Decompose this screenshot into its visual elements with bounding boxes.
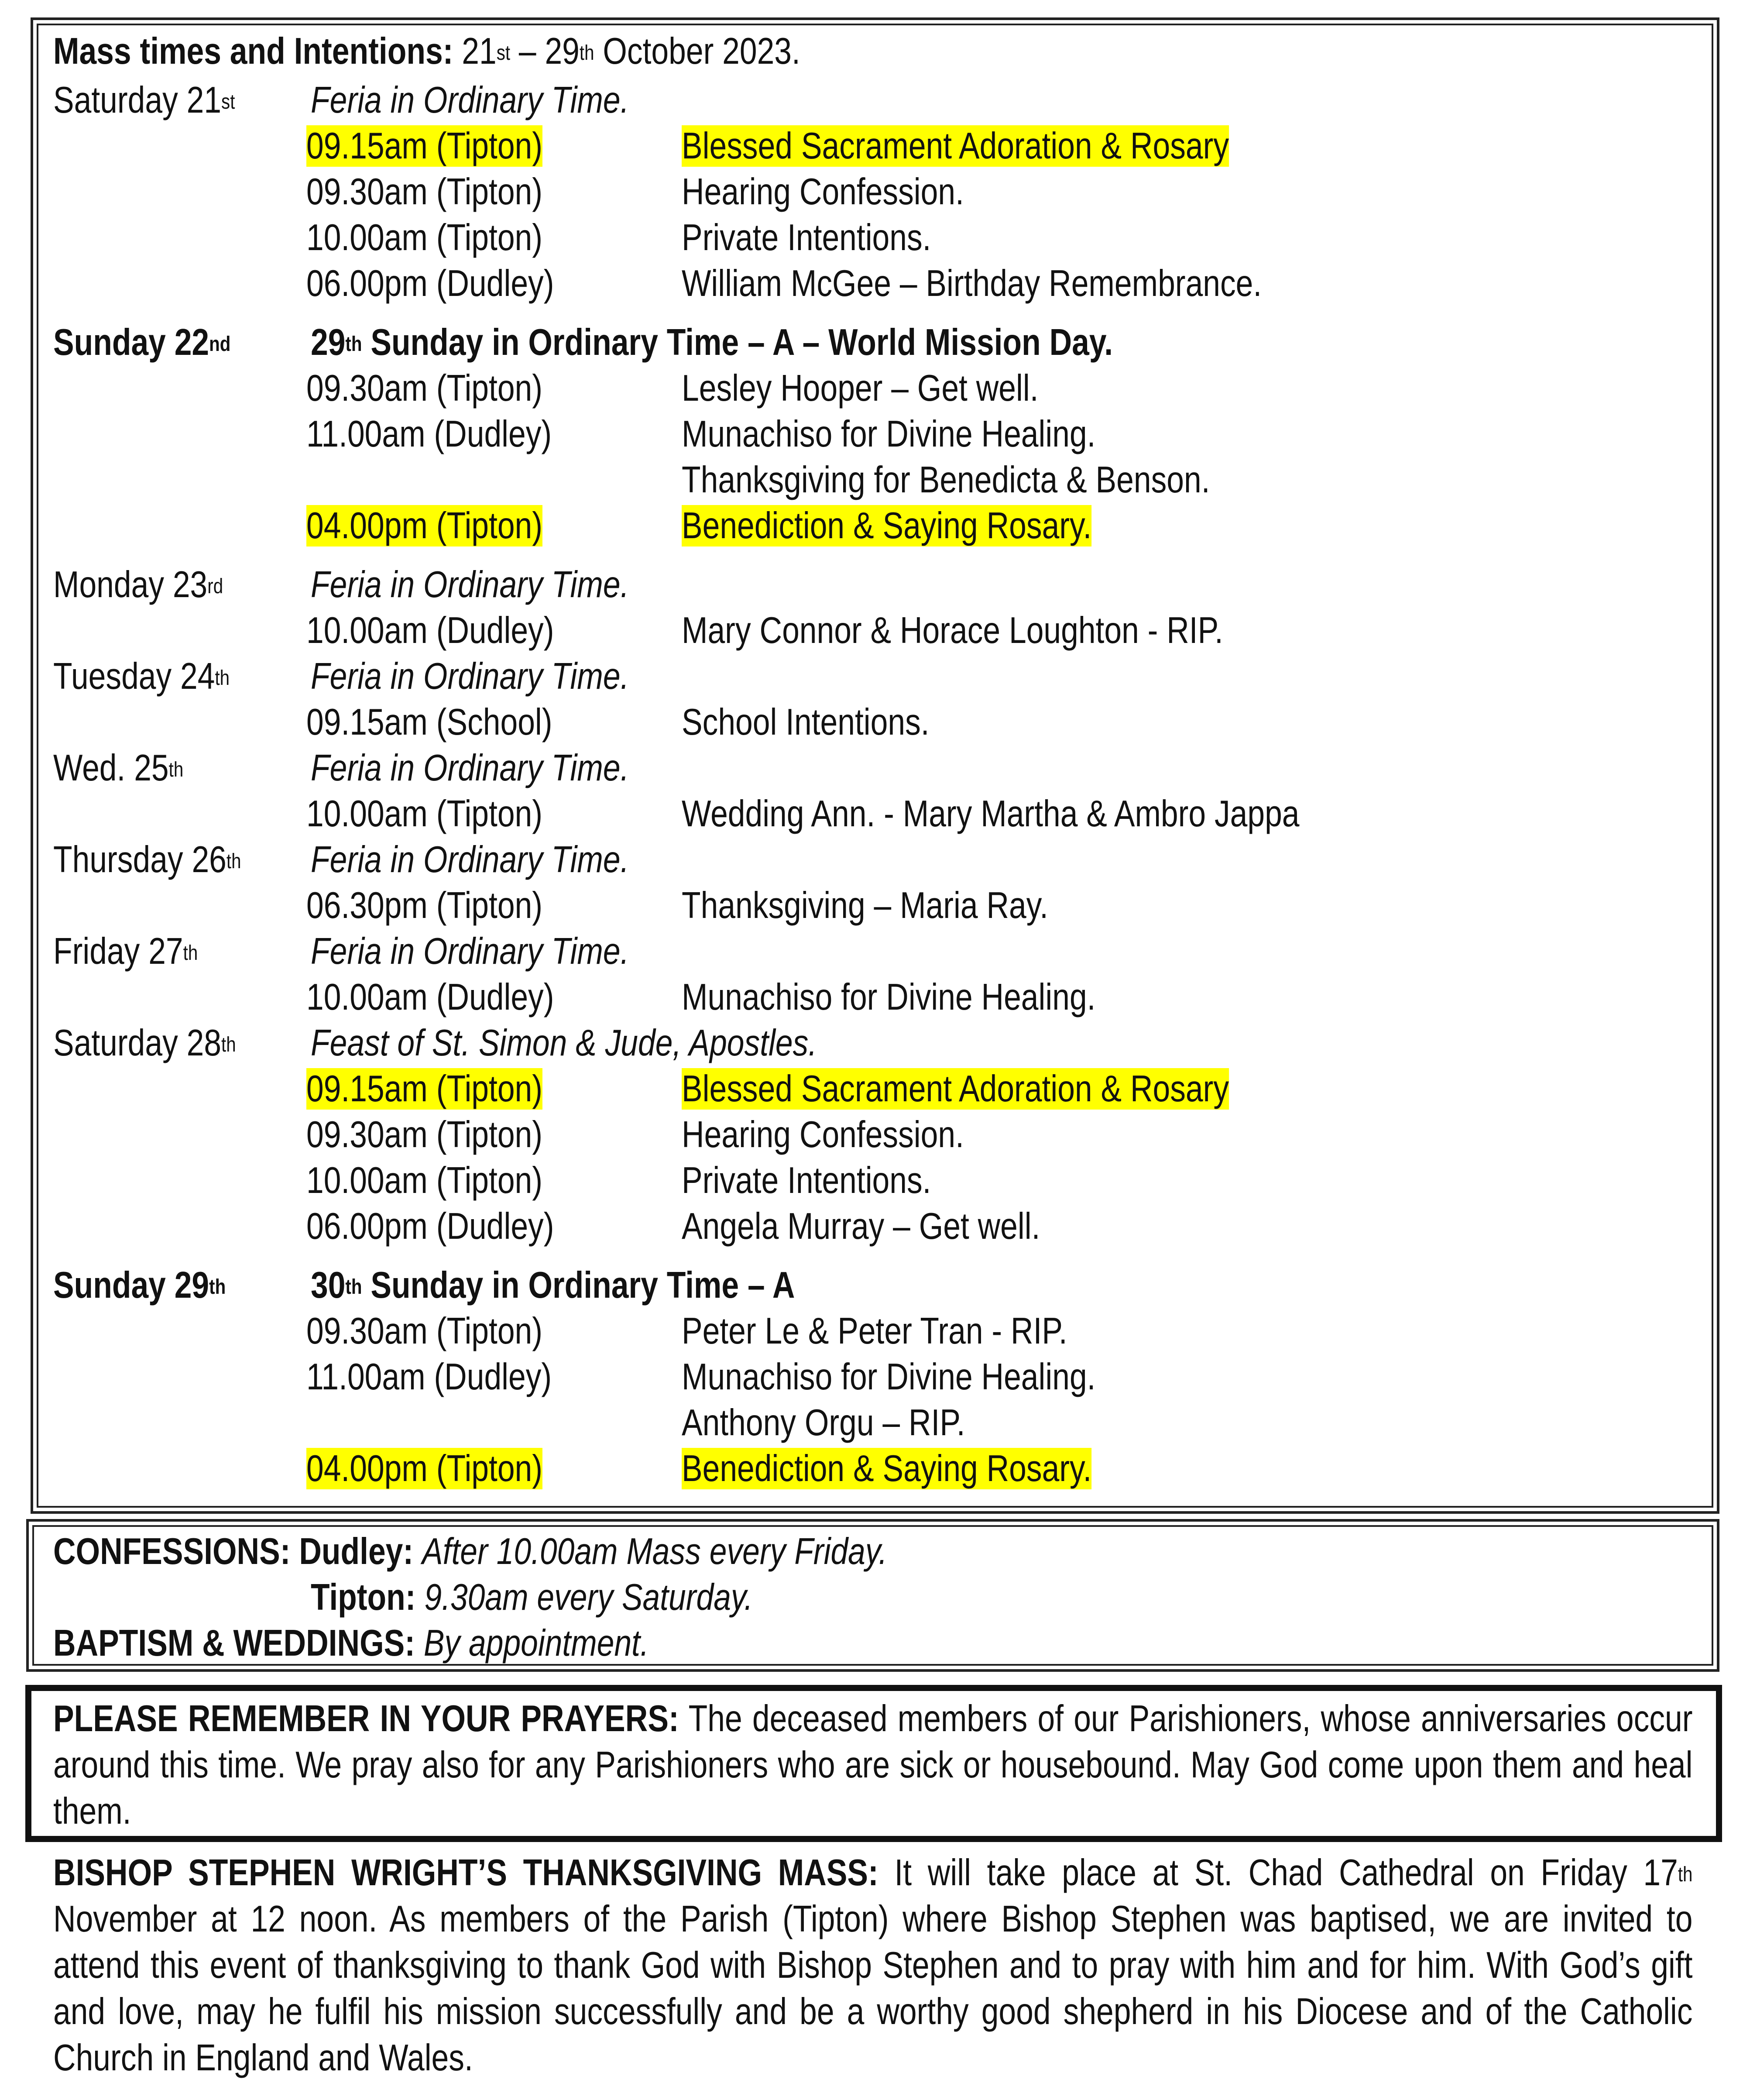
baptism-text: By appointment.	[423, 1622, 649, 1664]
mass-intention	[682, 367, 1039, 410]
mass-time-text: 09.30am (Tipton)	[306, 1114, 543, 1155]
feast-number-suffix: th	[345, 1275, 362, 1299]
mass-time	[306, 1067, 542, 1111]
prayers-label: PLEASE REMEMBER IN YOUR PRAYERS:	[53, 1698, 679, 1739]
mass-intention	[682, 170, 964, 214]
mass-time-text: 09.15am (School)	[306, 701, 552, 743]
mass-intention	[682, 1447, 1091, 1491]
mass-time-text: 09.15am (Tipton)	[306, 1068, 543, 1110]
mass-time	[306, 1447, 542, 1491]
feast-label	[311, 1264, 795, 1307]
feast-label	[311, 838, 629, 882]
mass-intention	[682, 1067, 1229, 1111]
day-name: Tuesday 24	[53, 656, 215, 697]
day-label	[53, 655, 230, 698]
day-name: Monday 23	[53, 564, 208, 605]
mass-intention	[682, 504, 1091, 548]
day-label	[53, 746, 183, 790]
day-name: Sunday 22	[53, 322, 209, 363]
mass-intention-text: William McGee – Birthday Remembrance.	[682, 263, 1262, 304]
mass-time	[306, 170, 542, 214]
mass-intention	[682, 701, 930, 744]
mass-time-text: 06.30pm (Tipton)	[306, 885, 543, 926]
bishop-text-sup: th	[1678, 1863, 1693, 1886]
bishop-paragraph	[53, 1850, 1692, 2081]
mass-time	[306, 504, 542, 548]
mass-time	[306, 701, 552, 744]
mass-intention	[682, 1355, 1095, 1399]
mass-title-sup-end: th	[579, 41, 594, 65]
mass-time-text: 06.00pm (Dudley)	[306, 263, 554, 304]
day-suffix: th	[221, 1033, 236, 1056]
mass-intention-text: Munachiso for Divine Healing.	[682, 976, 1096, 1018]
feast-text: Feria in Ordinary Time.	[311, 747, 629, 789]
mass-time	[306, 1309, 542, 1353]
bishop-text-rest: November at 12 noon. As members of the Parish (Tipton) where Bishop Stephen was baptised, we are invited to attend this event of thanksgiving to thank God with Bishop Stephen and to pray with him and for him. With God’s gift and love, may he fulfil his mission successfully and be a worthy good shepherd in his Diocese and of the Catholic Church in England and Wales.	[53, 1898, 1693, 2079]
day-suffix: th	[209, 1275, 226, 1299]
feast-text: Feria in Ordinary Time.	[311, 931, 629, 972]
day-label	[53, 79, 235, 122]
mass-time	[306, 884, 542, 928]
prayers-paragraph	[53, 1696, 1692, 1835]
mass-intention	[682, 1401, 965, 1445]
day-name: Sunday 29	[53, 1265, 209, 1306]
day-label	[53, 1264, 226, 1307]
mass-intention-text: Blessed Sacrament Adoration & Rosary	[682, 1068, 1229, 1110]
mass-intention-text: Lesley Hooper – Get well.	[682, 368, 1039, 409]
confessions-dudley-text: After 10.00am Mass every Friday.	[422, 1531, 888, 1572]
mass-time	[306, 1113, 542, 1157]
feast-text: Feast of St. Simon & Jude, Apostles.	[311, 1022, 817, 1064]
mass-intention-text: Private Intentions.	[682, 1160, 931, 1201]
feast-label	[311, 930, 629, 973]
mass-times-title	[53, 30, 800, 73]
confessions-tipton-line	[311, 1576, 753, 1619]
day-label	[53, 321, 230, 364]
mass-time	[306, 792, 542, 836]
mass-time	[306, 262, 554, 306]
mass-time-text: 09.30am (Tipton)	[306, 368, 543, 409]
confessions-label: CONFESSIONS:	[53, 1531, 291, 1572]
confessions-tipton-label: Tipton:	[311, 1577, 416, 1618]
day-suffix: th	[183, 942, 198, 965]
day-label	[53, 1021, 236, 1065]
day-name: Friday 27	[53, 931, 183, 972]
mass-intention-text: Hearing Confession.	[682, 1114, 964, 1155]
feast-label	[311, 746, 629, 790]
mass-intention-text: Anthony Orgu – RIP.	[682, 1402, 965, 1444]
mass-intention	[682, 884, 1048, 928]
mass-intention-text: Benediction & Saying Rosary.	[682, 1448, 1092, 1489]
mass-intention-text: Hearing Confession.	[682, 171, 964, 213]
mass-intention	[682, 1309, 1067, 1353]
mass-time	[306, 412, 552, 456]
feast-text: Feria in Ordinary Time.	[311, 839, 629, 880]
feast-number: 30	[311, 1265, 346, 1306]
day-name: Wed. 25	[53, 747, 169, 789]
mass-time-text: 10.00am (Tipton)	[306, 1160, 543, 1201]
mass-intention-text: Angela Murray – Get well.	[682, 1206, 1040, 1247]
mass-time-text: 10.00am (Tipton)	[306, 793, 543, 835]
mass-time	[306, 367, 542, 410]
day-name: Saturday 28	[53, 1022, 222, 1064]
prayers-text: The deceased members of our Parishioners, whose anniversaries occur around this time. We pray also for any Parishioners who are sick or housebound. May God come upon them and heal them.	[53, 1698, 1693, 1832]
mass-intention-text: School Intentions.	[682, 701, 930, 743]
mass-time-text: 04.00pm (Tipton)	[306, 505, 543, 546]
mass-time	[306, 609, 554, 653]
mass-intention-text: Benediction & Saying Rosary.	[682, 505, 1092, 546]
mass-intention-text: Munachiso for Divine Healing.	[682, 413, 1096, 455]
feast-number: 29	[311, 322, 346, 363]
mass-intention	[682, 412, 1095, 456]
mass-time-text: 11.00am (Dudley)	[306, 1356, 552, 1398]
day-suffix: th	[226, 850, 241, 873]
day-name: Thursday 26	[53, 839, 226, 880]
mass-intention	[682, 1113, 964, 1157]
mass-time	[306, 1355, 552, 1399]
mass-time-text: 09.30am (Tipton)	[306, 1310, 543, 1352]
mass-time-text: 10.00am (Dudley)	[306, 610, 554, 651]
mass-intention	[682, 792, 1299, 836]
mass-intention-text: Peter Le & Peter Tran - RIP.	[682, 1310, 1067, 1352]
confessions-dudley-label: Dudley:	[299, 1531, 414, 1572]
day-suffix: th	[168, 758, 184, 781]
feast-text: Feria in Ordinary Time.	[311, 564, 629, 605]
mass-intention-text: Blessed Sacrament Adoration & Rosary	[682, 125, 1229, 167]
feast-number-suffix: th	[345, 333, 362, 356]
baptism-line	[53, 1622, 649, 1665]
mass-intention-text: Wedding Ann. - Mary Martha & Ambro Jappa	[682, 793, 1300, 835]
bishop-label: BISHOP STEPHEN WRIGHT’S THANKSGIVING MASS:	[53, 1852, 878, 1894]
mass-intention	[682, 216, 931, 260]
mass-title-date-end: – 29	[510, 31, 580, 72]
mass-intention	[682, 458, 1210, 502]
mass-intention	[682, 124, 1229, 168]
feast-label	[311, 321, 1113, 364]
mass-time	[306, 216, 542, 260]
mass-intention-text: Thanksgiving for Benedicta & Benson.	[682, 459, 1210, 501]
mass-time	[306, 1159, 542, 1203]
mass-intention-text: Private Intentions.	[682, 217, 931, 258]
mass-intention	[682, 609, 1223, 653]
mass-title-sup-start: st	[496, 41, 511, 65]
mass-title-date-start: 21	[453, 31, 497, 72]
mass-time-text: 11.00am (Dudley)	[306, 413, 552, 455]
mass-title-month: October 2023.	[594, 31, 800, 72]
bishop-text-start: It will take place at St. Chad Cathedral on Friday 17	[894, 1852, 1678, 1894]
confessions-tipton-text: 9.30am every Saturday.	[424, 1577, 753, 1618]
mass-intention	[682, 1205, 1040, 1248]
feast-text: Feria in Ordinary Time.	[311, 79, 629, 121]
mass-time	[306, 976, 554, 1019]
feast-text: Feria in Ordinary Time.	[311, 656, 629, 697]
mass-title-label: Mass times and Intentions:	[53, 31, 453, 72]
baptism-label: BAPTISM & WEDDINGS:	[53, 1622, 415, 1664]
mass-time-text: 10.00am (Tipton)	[306, 217, 543, 258]
feast-label	[311, 655, 629, 698]
feast-label	[311, 79, 629, 122]
mass-intention	[682, 262, 1262, 306]
confessions-dudley-line	[53, 1530, 887, 1574]
mass-intention-text: Mary Connor & Horace Loughton - RIP.	[682, 610, 1223, 651]
mass-intention	[682, 976, 1095, 1019]
mass-time-text: 04.00pm (Tipton)	[306, 1448, 543, 1489]
mass-time-text: 09.15am (Tipton)	[306, 125, 543, 167]
day-name: Saturday 21	[53, 79, 222, 121]
day-suffix: th	[215, 667, 230, 690]
feast-text: Sunday in Ordinary Time – A – World Mission Day.	[362, 322, 1113, 363]
mass-intention	[682, 1159, 931, 1203]
feast-label	[311, 1021, 817, 1065]
feast-text: Sunday in Ordinary Time – A	[362, 1265, 795, 1306]
mass-intention-text: Munachiso for Divine Healing.	[682, 1356, 1096, 1398]
mass-time-text: 10.00am (Dudley)	[306, 976, 554, 1018]
mass-time-text: 06.00pm (Dudley)	[306, 1206, 554, 1247]
day-label	[53, 563, 223, 607]
day-suffix: nd	[209, 333, 231, 356]
mass-intention-text: Thanksgiving – Maria Ray.	[682, 885, 1048, 926]
day-suffix: rd	[207, 575, 223, 598]
day-label	[53, 838, 241, 882]
day-suffix: st	[221, 90, 235, 113]
feast-label	[311, 563, 629, 607]
mass-time-text: 09.30am (Tipton)	[306, 171, 543, 213]
mass-time	[306, 124, 542, 168]
day-label	[53, 930, 198, 973]
mass-time	[306, 1205, 554, 1248]
